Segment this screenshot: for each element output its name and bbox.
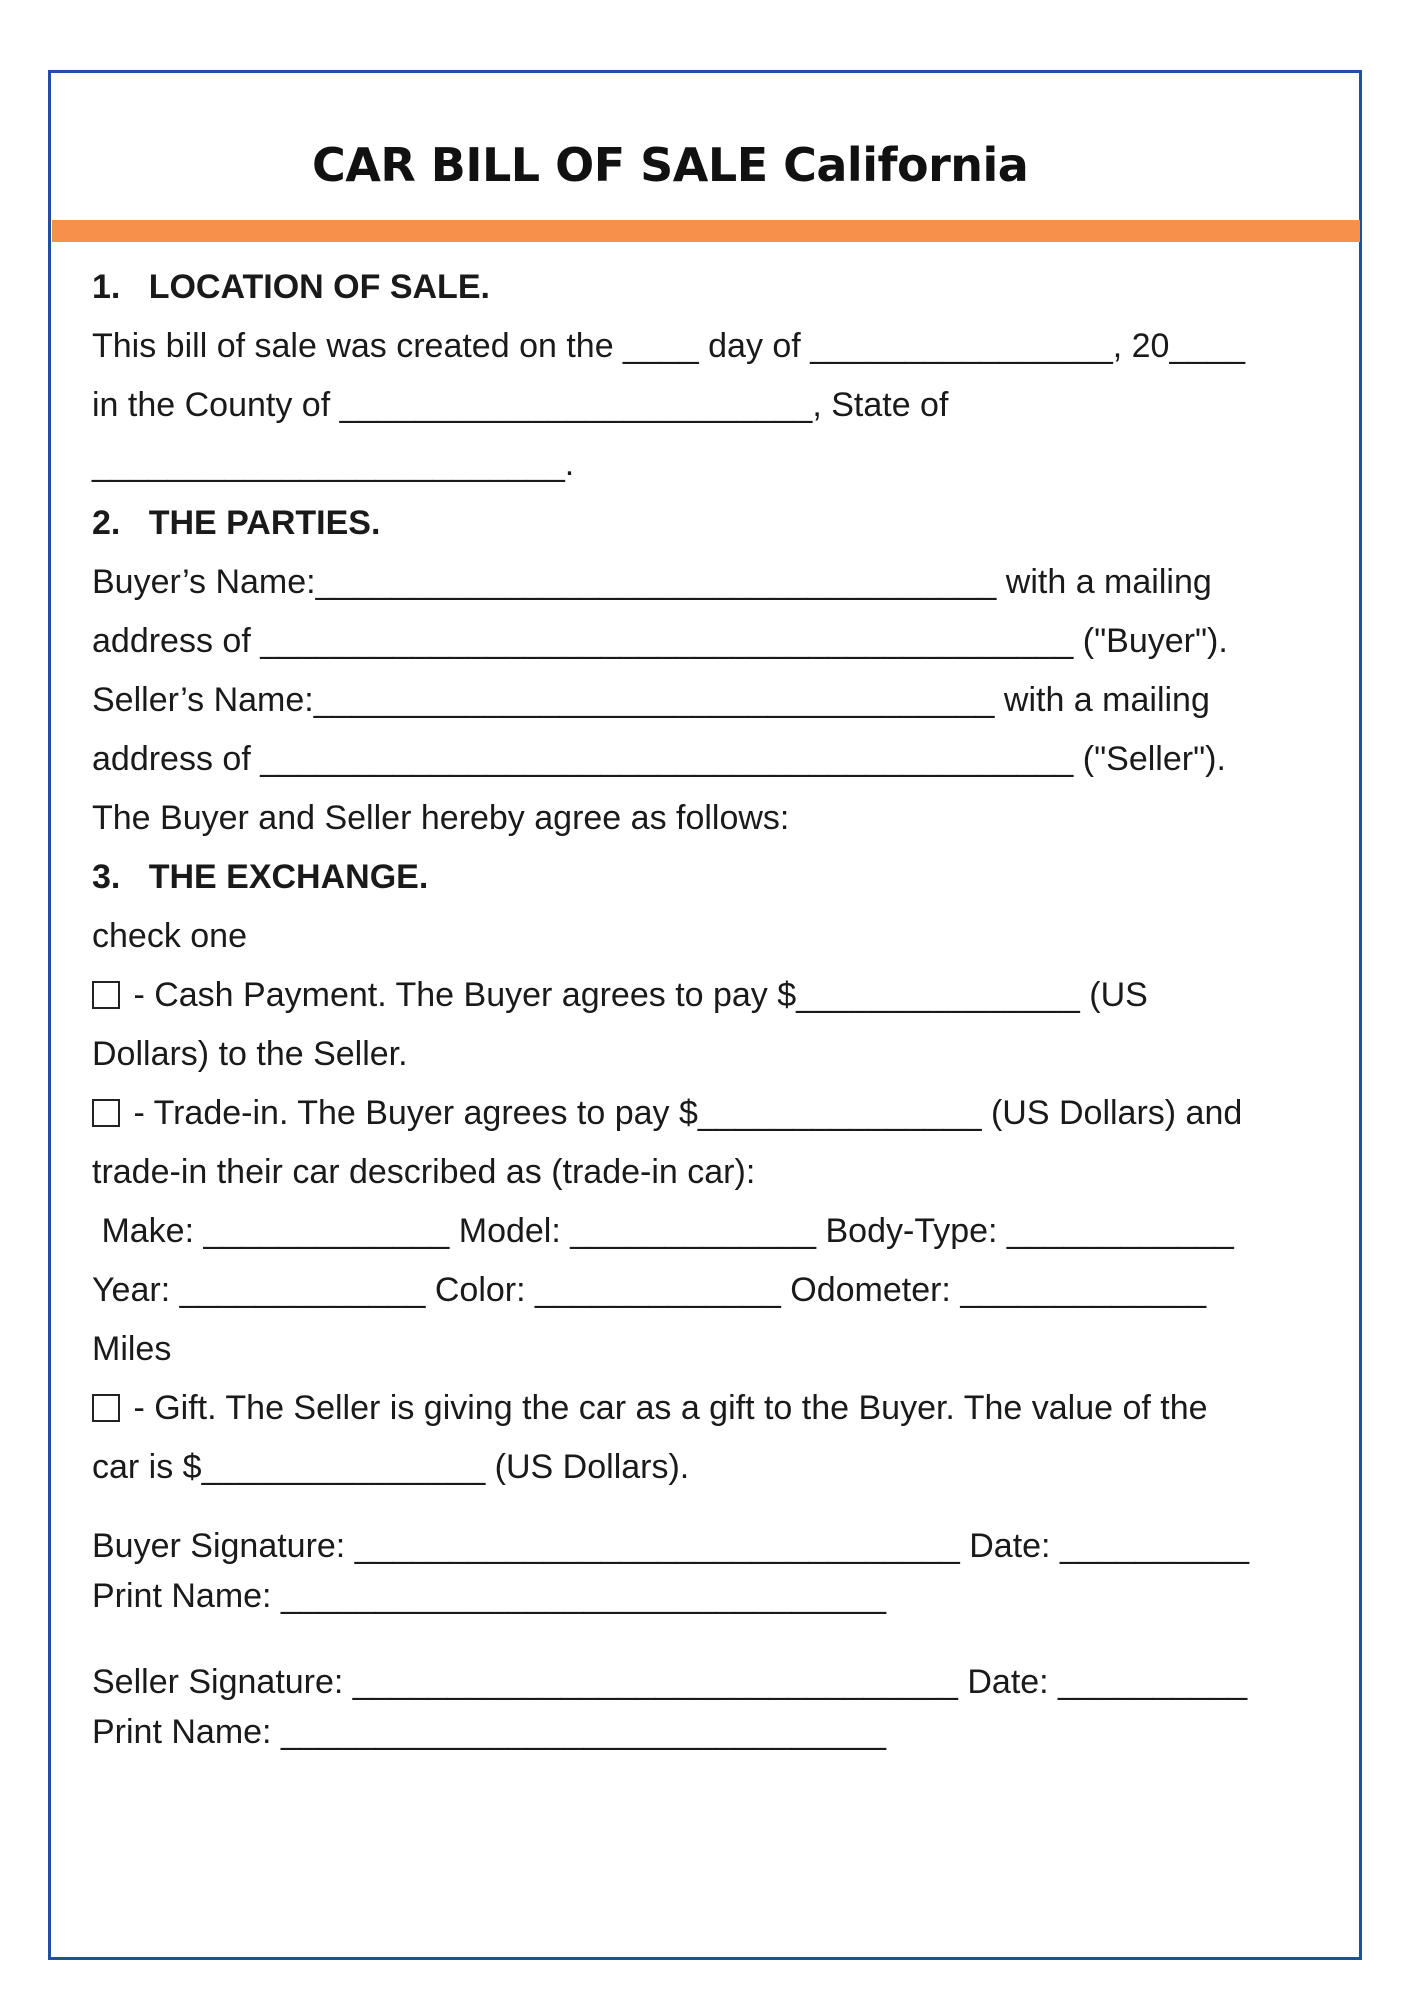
gift-text: - Gift. The Seller is giving the car as a gift to the Buyer. The value of the	[124, 1389, 1208, 1427]
seller-name-line: Seller’s Name:____________________________________ with a mailing	[92, 681, 1210, 719]
cash-payment-option[interactable]	[92, 966, 1342, 1025]
gift-value-line: car is $_______________ (US Dollars).	[92, 1448, 690, 1486]
trade-in-miles-label: Miles	[92, 1330, 172, 1368]
cash-checkbox[interactable]	[92, 981, 120, 1009]
county-line: in the County of _________________________, State of	[92, 386, 949, 424]
seller-print-name-line: Print Name: ________________________________	[92, 1713, 887, 1751]
section-1-heading: 1. LOCATION OF SALE.	[92, 268, 490, 306]
trade-in-option[interactable]	[92, 1084, 1342, 1143]
gift-checkbox[interactable]	[92, 1394, 120, 1422]
check-one-label: check one	[92, 917, 247, 955]
seller-address-line: address of ___________________________________________ ("Seller").	[92, 740, 1226, 778]
document-title: CAR BILL OF SALE California	[312, 138, 1029, 192]
trade-in-year-color-line: Year: _____________ Color: _____________ Odometer: _____________	[92, 1271, 1207, 1309]
buyer-name-line: Buyer’s Name:____________________________________ with a mailing	[92, 563, 1212, 601]
gift-option[interactable]	[92, 1379, 1342, 1438]
sale-date-line: This bill of sale was created on the ____ day of ________________, 20____	[92, 327, 1246, 365]
buyer-address-line: address of ___________________________________________ ("Buyer").	[92, 622, 1228, 660]
seller-signature-line: Seller Signature: ________________________________ Date: __________	[92, 1663, 1248, 1701]
buyer-signature-line: Buyer Signature: ________________________________ Date: __________	[92, 1527, 1250, 1565]
trade-in-description: trade-in their car described as (trade-in car):	[92, 1153, 756, 1191]
section-2-heading: 2. THE PARTIES.	[92, 504, 381, 542]
accent-bar	[52, 220, 1360, 242]
trade-in-make-model-line: Make: _____________ Model: _____________ Body-Type: ____________	[92, 1212, 1234, 1250]
cash-payment-continued: Dollars) to the Seller.	[92, 1035, 408, 1073]
trade-in-checkbox[interactable]	[92, 1099, 120, 1127]
state-line: _________________________.	[92, 445, 575, 483]
agreement-line: The Buyer and Seller hereby agree as follows:	[92, 799, 790, 837]
section-3-heading: 3. THE EXCHANGE.	[92, 858, 429, 896]
trade-in-text: - Trade-in. The Buyer agrees to pay $_______________ (US Dollars) and	[124, 1094, 1243, 1132]
buyer-print-name-line: Print Name: ________________________________	[92, 1577, 887, 1615]
document-body	[92, 258, 1342, 1757]
cash-payment-text: - Cash Payment. The Buyer agrees to pay $_______________ (US	[124, 976, 1148, 1014]
